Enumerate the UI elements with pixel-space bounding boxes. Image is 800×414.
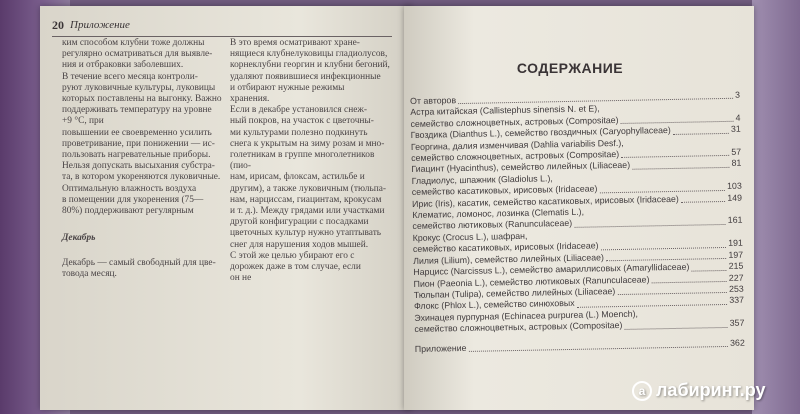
toc-entry-title: семейство лютиковых (Ranunculaceae) [412, 218, 573, 232]
toc-entry-title: Пион (Paeonia L.), семейство лютиковых (Ranunculaceae) [413, 273, 650, 289]
toc-entry-title: Приложение [414, 342, 467, 354]
toc-entry-page: 337 [729, 294, 745, 306]
toc-entry-title: От авторов [410, 95, 457, 106]
toc-entry-page: 31 [730, 123, 741, 135]
toc-entry-title: семейство касатиковых, ирисовых (Iridaceae) [412, 240, 599, 255]
toc-entry-page: 362 [730, 337, 745, 348]
toc-entry-page: 149 [727, 192, 743, 203]
toc-entry-page: 191 [728, 237, 743, 249]
toc-entry-title: Клематис, ломонос, лозинка (Clematis L.), [412, 206, 585, 221]
section-title: Приложение [70, 19, 130, 31]
watermark-text: лабиринт.ру [656, 380, 766, 400]
toc-entry-page: 103 [727, 180, 742, 192]
toc-entry-title: Гвоздика (Dianthus L.), семейство гвоздичных (Caryophyllaceae) [410, 125, 671, 141]
toc-entry-page: 215 [728, 260, 744, 272]
toc-entry-page: 253 [728, 283, 744, 294]
toc-leader-dots [681, 201, 726, 203]
toc-leader-dots [691, 269, 726, 271]
toc-entry-title: семейство сложноцветных, астровых (Compositae) [411, 149, 620, 164]
running-head [52, 14, 392, 37]
toc-entry-title: Гиацинт (Hyacinthus), семейство лилейных (Liliaceae) [411, 160, 631, 175]
toc-entry-title: Тюльпан (Tulipa), семейство лилейных (Liliaceae) [413, 286, 616, 300]
toc-entry-title: Лилия (Lilium), семейство лилейных (Liliaceae) [413, 251, 604, 266]
toc-entry-page: 357 [729, 317, 745, 329]
toc-entry-page: 4 [735, 112, 741, 123]
book-cover-edge-right [752, 0, 800, 414]
toc-entry-title: Нарцисс (Narcissus L.), семейство амариллисовых (Amaryllidaceae) [413, 261, 690, 278]
toc-entry-page: 227 [728, 272, 744, 283]
toc-entry-title: Ирис (Iris), касатик, семейство касатиковых, ирисовых (Iridaceae) [411, 193, 679, 209]
toc-entry-title: Гладиолус, шпажник (Gladiolus L.), [411, 173, 553, 186]
page-number: 20 [52, 17, 64, 32]
toc-entry-title: семейство сложноцветных, астровых (Compositae) [414, 320, 623, 335]
toc-entry-page: 81 [731, 158, 742, 169]
toc-entry-title: семейство касатиковых, ирисовых (Iridaceae) [411, 183, 598, 198]
toc-leader-dots [652, 281, 727, 283]
toc-entry-page: 57 [731, 146, 742, 157]
toc-entry-page: 3 [735, 89, 741, 100]
toc-entry-title: Крокус (Crocus L.), шафран, [412, 230, 528, 243]
december-text: Декабрь — самый свободный для цве- товода месяц. [62, 257, 216, 279]
toc-entry-title: Астра китайская (Callistephus sinensis N. et E), [410, 103, 600, 118]
toc-entry-title: Георгина, далия изменчивая (Dahlia variabilis Desf.), [410, 137, 624, 152]
toc-entry-title: семейство сложноцветных, астровых (Compositae) [410, 114, 619, 129]
table-of-contents [410, 90, 745, 355]
watermark [632, 380, 766, 401]
toc-entry-title: Флокс (Phlox L.), семейство синюховых [413, 298, 575, 312]
toc-leader-dots [625, 326, 728, 329]
right-column-text: В это время осматривают хране- нящиеся клубнелуковицы гладиолусов, корнеклубни георгин и клубни бегоний, удаляют появившиеся инфекционные и отбирают нужные режимы хранения. Если в декабре установился снеж- ный покров, на участок с цветочны- ми культурами полезно подкинуть снега к укрытым на зиму розам и мно- голетникам в группе многолетников (пио- нам, ирисам, флоксам, астильбе и другим), а также луковичным (тюльпа- нам, нарциссам, гиацинтам, крокусам и т. д.). Между грядами или участками другой конфигурации с посадками цветочных культур нужно утаптывать снег для нарушения ходов мышей. С этой же целью убирают его с дорожек даже в том случае, если он не [230, 38, 390, 284]
december-section [62, 222, 222, 291]
toc-leader-dots [673, 133, 729, 135]
toc-title: СОДЕРЖАНИЕ [516, 60, 624, 76]
labirint-logo-icon: a [632, 381, 652, 401]
toc-entry-page: 161 [727, 215, 743, 226]
december-heading: Декабрь [62, 233, 96, 244]
toc-entry-page: 197 [728, 249, 744, 260]
left-column-text: ким способом клубни тоже должны регулярно осматриваться для выявле- ния и отбраковки заболевших. В течение всего месяца контроли- руют луковичные культуры, луковицы которых поставлены на выгонку. Важно поддерживать температуру на уровне +9 °С, при повышении ее своевременно усилить проветривание, при понижении — ис- пользовать нагревательные приборы. Нельзя допускать высыхания субстра- та, в котором укореняются луковичные. Оптимальную влажность воздуха в помещении для укоренения (75— 80%) поддерживают регулярным [62, 38, 222, 217]
toc-entry-title: Эхинацея пурпурная (Echinacea purpurea (L.) Moench), [414, 308, 639, 323]
